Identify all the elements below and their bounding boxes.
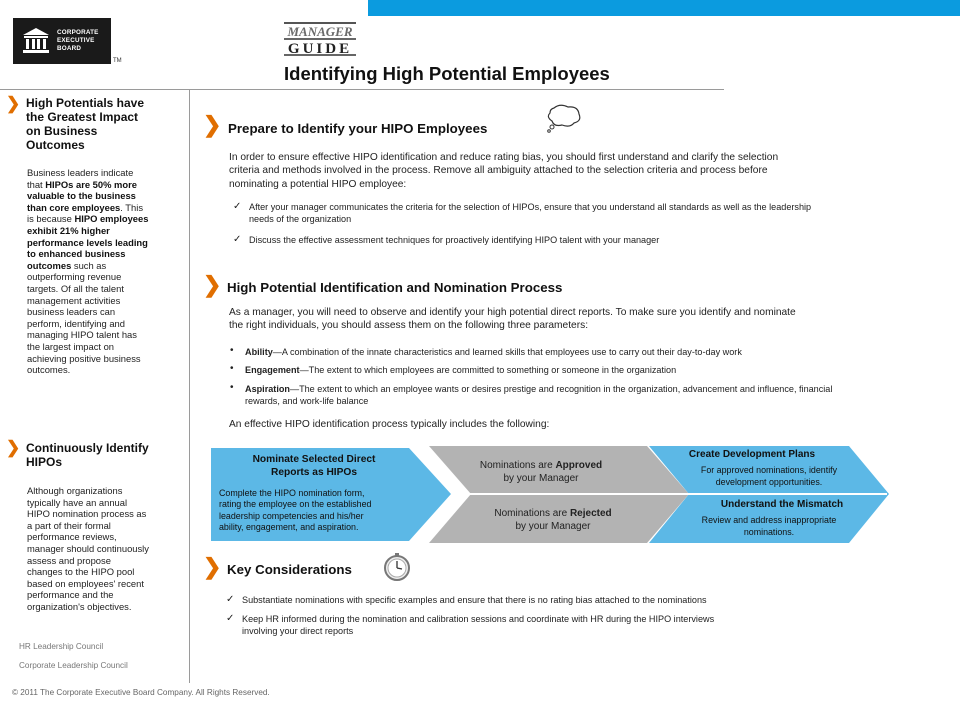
sidebar-text-line: business leaders can — [27, 306, 116, 318]
sidebar-text-line: managing HIPO talent has — [27, 329, 137, 341]
sidebar-text-impact — [27, 167, 177, 376]
manager-guide-logo — [284, 22, 356, 56]
orange-chevron-icon: ❯ — [203, 272, 222, 297]
stopwatch-icon — [382, 552, 412, 582]
sidebar-text-line: outperforming revenue — [27, 271, 122, 283]
sidebar-text-line: outcomes such as — [27, 259, 107, 271]
building-icon — [21, 26, 51, 56]
sidebar-text-line: than core employees. This — [27, 201, 144, 213]
footer-hr-leadership: HR Leadership Council — [19, 642, 104, 651]
bullet-icon: • — [230, 382, 234, 393]
checkmark-icon: ✓ — [233, 234, 242, 245]
sidebar-text-line: performance and the — [27, 589, 114, 601]
section-body-prepare: In order to ensure effective HIPO identification and reduce rating bias, you should first understand and clarify the selection criteria and methods involved in the process. Remove all ambiguity attached to the selection criteria and process before nominating a potential HIPO employee: — [229, 152, 779, 190]
step1-text: Complete the HIPO nomination form, rating the employee on the established leadership competencies and his/her ability, engagement, and aspiration. — [219, 488, 372, 533]
sidebar-text-line: achieving positive business — [27, 352, 141, 364]
parameter-aspiration: • Aspiration—The extent to which an employee wants or desires prestige and recognition in the organization, advancement and influence, financial rewards, and work-life balance — [230, 382, 833, 406]
checkmark-icon: ✓ — [226, 594, 235, 605]
sidebar-text-line: exhibit 21% higher — [27, 224, 110, 236]
sidebar-text-line: that HIPOs are 50% more — [27, 178, 137, 190]
step3a-text: For approved nominations, identify development opportunities. — [700, 465, 838, 487]
step3b-text: Review and address inappropriate nominations. — [701, 515, 837, 537]
sidebar-text-line: organization's objectives. — [27, 600, 132, 612]
sidebar-text-continuous — [27, 485, 177, 613]
sidebar-text-line: outcomes. — [27, 364, 71, 376]
step1-title: Nominate Selected Direct Reports as HIPOs — [252, 454, 376, 478]
checklist-item: ✓ Substantiate nominations with specific examples and ensure that there is no rating bias attached to the nominations — [226, 594, 707, 605]
sidebar-text-line: perform, identifying and — [27, 317, 125, 329]
sidebar-text-line: targets. Of all the talent — [27, 282, 124, 294]
checklist-item: ✓ Discuss the effective assessment techniques for proactively identifying HIPO talent with your manager — [233, 234, 660, 245]
section-heading-considerations: Key Considerations — [227, 562, 352, 577]
orange-chevron-icon: ❯ — [6, 94, 21, 113]
sidebar-text-line: Business leaders indicate — [27, 167, 134, 178]
sidebar-text-line: assess and propose — [27, 554, 111, 566]
sidebar-text-line: to enhanced business — [27, 248, 126, 260]
parameter-ability: • Ability—A combination of the innate characteristics and learned skills that employees use to carry out their day-to-day work — [230, 345, 742, 357]
page-title: Identifying High Potential Employees — [284, 63, 610, 84]
sidebar-text-line: based on employees' recent — [27, 577, 144, 589]
header-divider — [0, 89, 724, 90]
sidebar-text-line: a part of their formal — [27, 519, 111, 531]
process-intro: An effective HIPO identification process typically includes the following: — [229, 419, 550, 430]
ceb-logo — [13, 18, 111, 64]
step3b-title: Understand the Mismatch — [720, 499, 844, 510]
sidebar-text-line: changes to the HIPO pool — [27, 566, 135, 578]
bullet-icon: • — [230, 363, 234, 374]
sidebar-text-line: typically have an annual — [27, 496, 128, 508]
sidebar-text-line: manager should continuously — [27, 542, 149, 554]
footer-corporate-leadership: Corporate Leadership Council — [19, 661, 128, 670]
step3a-title: Create Development Plans — [688, 449, 816, 460]
sidebar-text-line: performance levels leading — [27, 236, 148, 248]
process-flow-text — [211, 446, 891, 543]
orange-chevron-icon: ❯ — [203, 554, 222, 579]
sidebar-text-line: valuable to the business — [27, 190, 136, 202]
checkmark-icon: ✓ — [226, 613, 235, 624]
sidebar-text-line: is because HIPO employees — [27, 213, 149, 225]
sidebar-heading-impact: High Potentials have the Greatest Impact on Business Outcomes — [26, 96, 145, 152]
section-heading-process: High Potential Identification and Nomination Process — [227, 280, 563, 295]
sidebar-divider — [189, 89, 190, 683]
parameter-engagement: • Engagement—The extent to which employees are committed to something or someone in the organization — [230, 363, 677, 375]
checklist-item: ✓ Keep HR informed during the nomination and calibration sessions and coordinate with HR during the HIPO interviews involving your direct reports — [226, 613, 715, 636]
logo-text: CORPORATE EXECUTIVE BOARD — [57, 29, 99, 52]
section-body-process: As a manager, you will need to observe and identify your high potential direct reports. To make sure you identify and nominate the right individuals, you should assess them on the following three parameters: — [229, 307, 796, 332]
sidebar-text-line: HIPO nomination process as — [27, 508, 147, 520]
svg-text:MANAGER: MANAGER — [287, 24, 353, 39]
step2-approved: Nominations are Approved by your Manager — [479, 460, 603, 484]
step2-rejected: Nominations are Rejected by your Manager — [494, 508, 612, 532]
checkmark-icon: ✓ — [233, 201, 242, 212]
orange-chevron-icon: ❯ — [6, 438, 21, 457]
bullet-icon: • — [230, 345, 234, 356]
svg-text:GUIDE: GUIDE — [287, 41, 353, 56]
section-heading-prepare: Prepare to Identify your HIPO Employees — [228, 121, 488, 136]
trademark-mark: TM — [113, 58, 122, 64]
sidebar-text-line: management activities — [27, 294, 121, 306]
sidebar-heading-continuous: Continuously Identify HIPOs — [26, 441, 149, 469]
sidebar-text-line: performance reviews, — [27, 531, 117, 543]
sidebar-text-line: Although organizations — [27, 485, 123, 496]
sidebar-text-line: the largest impact on — [27, 340, 115, 352]
checklist-item: ✓ After your manager communicates the criteria for the selection of HIPOs, ensure that you understand all standards as well as the leadership needs of the organization — [233, 201, 812, 224]
top-accent-bar — [368, 0, 960, 16]
copyright: © 2011 The Corporate Executive Board Company. All Rights Reserved. — [12, 688, 270, 697]
thought-bubble-icon — [546, 104, 582, 134]
orange-chevron-icon: ❯ — [203, 112, 222, 137]
